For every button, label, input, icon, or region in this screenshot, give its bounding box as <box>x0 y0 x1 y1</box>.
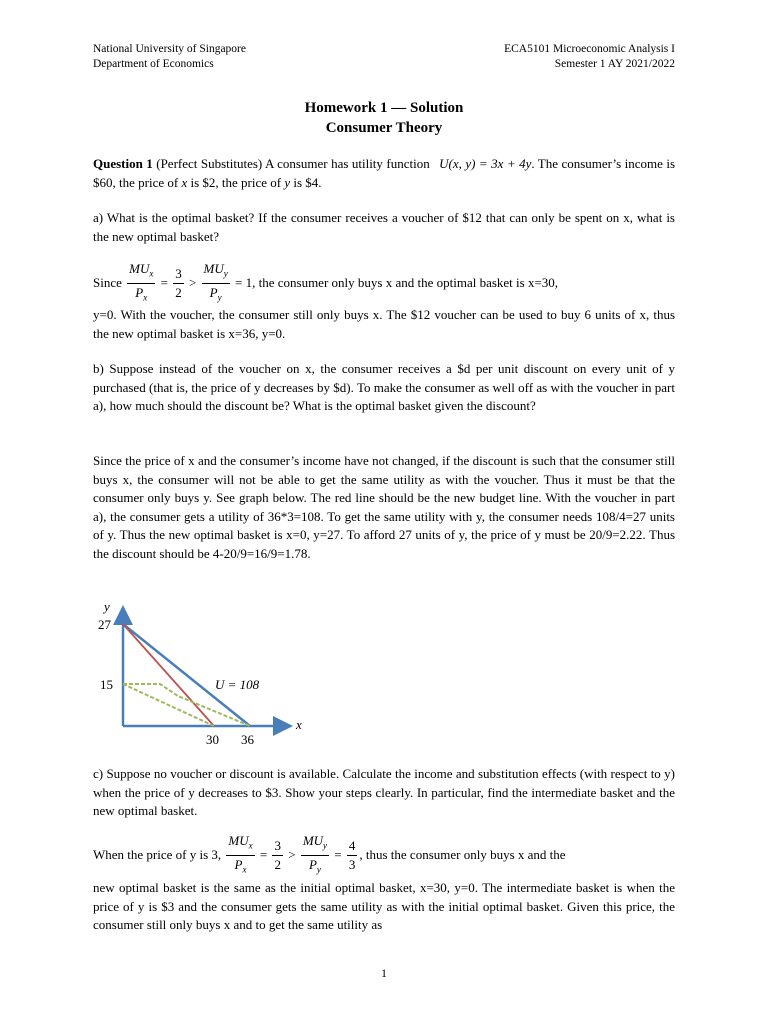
part-b-question: b) Suppose instead of the voucher on x, the consumer receives a $d per unit discount on every unit of y purchased (that is, the price of y decreases by $d). To make the consumer as well off as with the voucher in part a), how much should the discount be? What is the optimal basket given the discount? <box>93 361 675 413</box>
x-tick-30: 30 <box>206 732 219 747</box>
header-right <box>504 42 675 72</box>
mux-px-fraction: $\frac{MU_x}{P_x}$ <box>129 261 154 303</box>
part-a-answer: y=0. With the voucher, the consumer still only buys x. The $12 voucher can be used to buy 6 units of x, thus the new optimal basket is x=36, y=0. <box>93 307 675 341</box>
part-c-equation-line: When the price of y is 3, $\frac{MU_x}{P_x}$ = $\frac{3}{2}$ > $\frac{MU_y}{P_y}$ = $\frac{4}{3}$ , thus the consumer only buys x and the <box>93 833 566 875</box>
part-a-equation-tail: , the consumer only buys x and the optimal basket is x=30, <box>252 274 559 290</box>
title-line-2: Consumer Theory <box>325 120 443 136</box>
page-number: 1 <box>381 966 387 980</box>
indifference-line <box>123 624 250 726</box>
part-c-question: c) Suppose no voucher or discount is available. Calculate the income and substitution effects (with respect to y) when the price of y decreases to $3. Show your steps clearly. In particular, find the intermediate basket and the new optimal basket. <box>93 766 675 818</box>
indifference-curve-label: U = 108 <box>215 677 260 692</box>
part-a-equation-line: Since $\frac{MU_x}{P_x}$ = $\frac{3}{2}$ > $\frac{MU_y}{P_y}$ = 1, the consumer only buys x and the optimal basket is x=30, <box>93 261 559 303</box>
var-y: y <box>284 174 291 190</box>
x-tick-36: 36 <box>241 732 254 747</box>
y-axis-label: y <box>104 599 110 614</box>
part-c-answer: new optimal basket is the same as the initial optimal basket, x=30, y=0. The intermediate basket is when the price of y is $3 and the consumer gets the same utility as with the initial optimal basket. Given this price, the consumer still only buys x and to get the same utility as <box>93 880 675 932</box>
part-c-equation-tail: , thus the consumer only buys x and the <box>359 846 566 862</box>
utility-function: U(x, y) = 3x + 4y <box>439 156 532 171</box>
x-axis-label: x <box>296 717 302 732</box>
course-name: ECA5101 Microeconomic Analysis I <box>504 43 675 55</box>
three-halves-fraction-c: $\frac{3}{2}$ <box>274 837 281 872</box>
question-1-intro <box>93 155 675 192</box>
question-1-text-a: (Perfect Substitutes) A consumer has utility function <box>156 156 430 171</box>
muy-py-fraction: $\frac{MU_y}{P_y}$ <box>203 261 228 303</box>
question-1-text-b: . The consumer’s income is $60, the price of <box>93 156 676 190</box>
new-budget-line <box>123 624 214 726</box>
mux-px-fraction-c: $\frac{MU_x}{P_x}$ <box>228 833 253 875</box>
university-name: National University of Singapore <box>93 43 246 55</box>
question-1-label: Question 1 <box>93 156 153 171</box>
muy-py-fraction-c: $\frac{MU_y}{P_y}$ <box>302 833 328 875</box>
four-thirds-fraction: $\frac{4}{3}$ <box>348 837 356 872</box>
since-word: Since <box>93 274 122 290</box>
three-halves-fraction: $\frac{3}{2}$ <box>175 265 182 300</box>
part-a-question: a) What is the optimal basket? If the consumer receives a voucher of $12 that can only be spent on x, what is the new optimal basket? <box>93 210 675 244</box>
dashed-line-1 <box>123 684 214 726</box>
header-left <box>93 42 246 72</box>
budget-graph <box>88 598 318 750</box>
question-1-text-c: is $2, the price of <box>187 174 285 190</box>
department-name: Department of Economics <box>93 58 214 70</box>
title-line-1: Homework 1 — Solution <box>304 100 464 116</box>
y-tick-27: 27 <box>98 617 111 632</box>
document-title <box>0 98 768 138</box>
semester: Semester 1 AY 2021/2022 <box>554 58 675 70</box>
y-tick-15: 15 <box>100 677 113 692</box>
var-x: x <box>181 174 188 190</box>
question-1-text-d: is $4. <box>290 174 322 190</box>
part-b-answer: Since the price of x and the consumer’s income have not changed, if the discount is such that the consumer still buys x, the consumer will not be able to get the same utility as with the voucher. Thus it must be that the consumer only buys y. See graph below. The red line should be the new budget line. With the voucher in part a), the consumer gets a utility of 36*3=108. To get the same utility with y, the consumer needs 108/4=27 units of y. Thus the new optimal basket is x=0, y=27. To afford 27 units of y, the price of y must be 20/9=2.22. Thus the discount should be 4-20/9=16/9=1.78. <box>93 453 675 561</box>
part-c-lead: When the price of y is 3, <box>93 846 222 862</box>
